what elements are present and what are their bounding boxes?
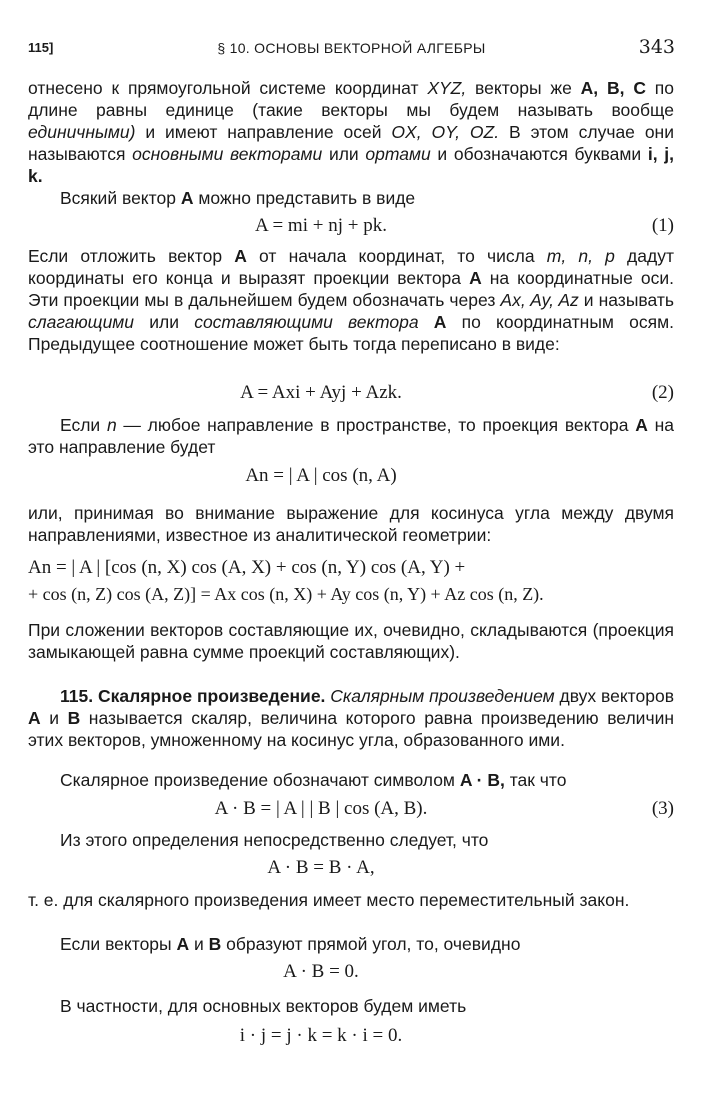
paragraph-right-angle: Если векторы A и B образуют прямой угол, то, очевидно bbox=[60, 934, 521, 954]
page-number: 343 bbox=[638, 36, 675, 58]
paragraph-commutative-law: т. е. для скалярного произведения имеет место переместительный закон. bbox=[28, 890, 630, 910]
paragraph-vector-representation: Всякий вектор A можно представить в виде bbox=[60, 188, 416, 208]
equation-3-number: (3) bbox=[651, 798, 674, 819]
equation-commutative-body: A · B = B · A, bbox=[267, 857, 375, 878]
paragraph-orts: отнесено к прямоугольной системе координат XYZ, векторы же A, B, C по длине равны единице (такие векторы мы будем называть вообще единичными) и имеют направление осей OX, OY, OZ. В этом случае они называются основными векторами или ортами и обозначаются буквами i, j, k. bbox=[28, 78, 674, 186]
equation-3-body: A · B = | A | | B | cos (A, B). bbox=[214, 798, 428, 819]
equation-orthogonality-body: i · j = j · k = k · i = 0. bbox=[239, 1025, 403, 1046]
paragraph-notation: Скалярное произведение обозначают символом A · B, так что bbox=[60, 770, 567, 790]
header-section-number: 115] bbox=[28, 40, 54, 55]
paragraph-direction: Если n — любое направление в пространстве, то проекция вектора A на это направление будет bbox=[28, 415, 675, 457]
paragraph-scalar-product-definition: 115. Скалярное произведение. Скалярным произведением двух векторов A и B называется скаляр, величина которого равна произведению величин этих векторов, умноженному на косинус угла, образованного ими. bbox=[28, 686, 675, 750]
equation-expanded-line-2-body: + cos (n, Z) cos (A, Z)] = Ax cos (n, X) + Ay cos (n, Y) + Az cos (n, Z). bbox=[28, 584, 544, 604]
equation-expanded-line-1-body: An = | A | [cos (n, X) cos (A, X) + cos (n, Y) cos (A, Y) + bbox=[28, 557, 466, 578]
equation-projection-body: An = | A | cos (n, A) bbox=[245, 465, 397, 486]
paragraph-cosine: или, принимая во внимание выражение для косинуса угла между двумя направлениями, известное из аналитической геометрии: bbox=[28, 503, 674, 545]
equation-1-number: (1) bbox=[651, 215, 674, 236]
paragraph-addition: При сложении векторов составляющие их, очевидно, складываются (проекция замыкающей равна сумме проекций составляющих). bbox=[28, 620, 674, 662]
paragraph-projections: Если отложить вектор A от начала координат, то числа m, n, p дадут координаты его конца и выразят проекции вектора A на координатные оси. Эти проекции мы в дальнейшем будем обозначать через Ax, Ay, Az и называть слагающими или составляющими вектора A по координатным осям. Предыдущее соотношение может быть тогда переписано в виде: bbox=[28, 246, 674, 354]
equation-2-body: A = Axi + Ayj + Azk. bbox=[240, 382, 402, 403]
running-header bbox=[28, 38, 675, 60]
equation-zero-body: A · B = 0. bbox=[283, 961, 359, 982]
equation-2-number: (2) bbox=[651, 382, 674, 403]
equation-1-body: A = mi + nj + pk. bbox=[255, 215, 387, 236]
header-title: § 10. ОСНОВЫ ВЕКТОРНОЙ АЛГЕБРЫ bbox=[217, 40, 486, 56]
paragraph-basis-vectors: В частности, для основных векторов будем иметь bbox=[60, 996, 467, 1016]
section-heading: 115. Скалярное произведение. bbox=[60, 686, 326, 706]
paragraph-definition-follows: Из этого определения непосредственно следует, что bbox=[60, 830, 489, 850]
